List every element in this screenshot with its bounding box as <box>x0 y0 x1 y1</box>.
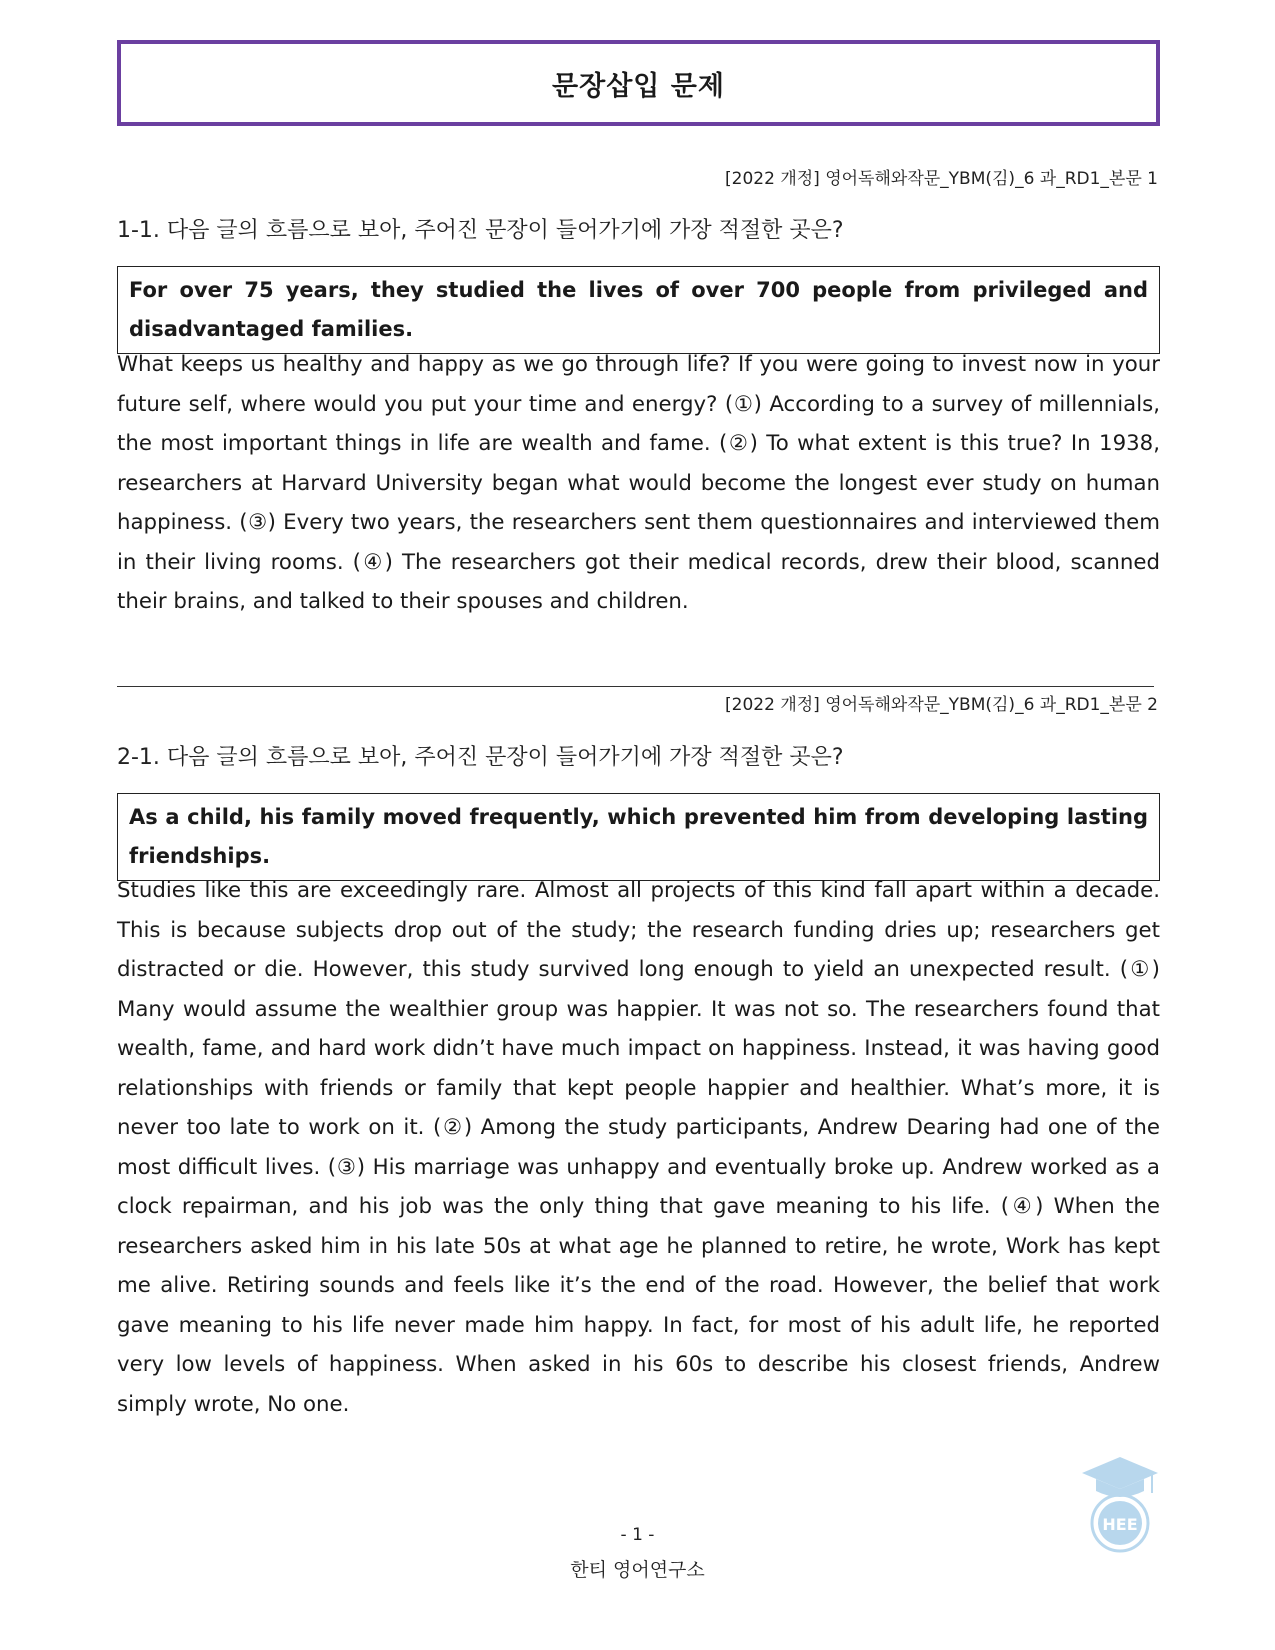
section-1-given-sentence: For over 75 years, they studied the lives of over 700 people from privileged and disadvantaged families. <box>117 266 1160 354</box>
section-1-source: [2022 개정] 영어독해와작문_YBM(김)_6 과_RD1_본문 1 <box>725 169 1158 189</box>
logo-text: HEE <box>1102 1515 1138 1534</box>
title-box <box>117 40 1160 126</box>
section-2-source: [2022 개정] 영어독해와작문_YBM(김)_6 과_RD1_본문 2 <box>725 695 1158 715</box>
page-title: 문장삽입 문제 <box>552 70 725 102</box>
section-2-passage: Studies like this are exceedingly rare. Almost all projects of this kind fall apart within a decade. This is because subjects drop out of the study; the research funding dries up; researchers get distracted or die. However, this study survived long enough to yield an unexpected result. (①) Many would assume the wealthier group was happier. It was not so. The researchers found that wealth, fame, and hard work didn’t have much impact on happiness. Instead, it was having good relationships with friends or family that kept people happier and healthier. What’s more, it is never too late to work on it. (②) Among the study participants, Andrew Dearing had one of the most difficult lives. (③) His marriage was unhappy and eventually broke up. Andrew worked as a clock repairman, and his job was the only thing that gave meaning to his life. (④) When the researchers asked him in his late 50s at what age he planned to retire, he wrote, Work has kept me alive. Retiring sounds and feels like it’s the end of the road. However, the belief that work gave meaning to his life never made him happy. In fact, for most of his adult life, he reported very low levels of happiness. When asked in his 60s to describe his closest friends, Andrew simply wrote, No one. <box>117 878 1160 1417</box>
section-2-question: 2-1. 다음 글의 흐름으로 보아, 주어진 문장이 들어가기에 가장 적절한 곳은? <box>117 745 844 770</box>
section-divider <box>117 686 1154 687</box>
page-number: - 1 - <box>620 1525 655 1545</box>
footer-organization: 한티 영어연구소 <box>570 1559 705 1581</box>
section-1-passage: What keeps us healthy and happy as we go through life? If you were going to invest now in your future self, where would you put your time and energy? (①) According to a survey of millennials, the most important things in life are wealth and fame. (②) To what extent is this true? In 1938, researchers at Harvard University began what would become the longest ever study on human happiness. (③) Every two years, the researchers sent them questionnaires and interviewed them in their living rooms. (④) The researchers got their medical records, drew their blood, scanned their brains, and talked to their spouses and children. <box>117 352 1160 614</box>
section-2-given-sentence: As a child, his family moved frequently, which prevented him from developing lasting friendships. <box>117 793 1160 881</box>
section-1-question: 1-1. 다음 글의 흐름으로 보아, 주어진 문장이 들어가기에 가장 적절한 곳은? <box>117 218 844 243</box>
